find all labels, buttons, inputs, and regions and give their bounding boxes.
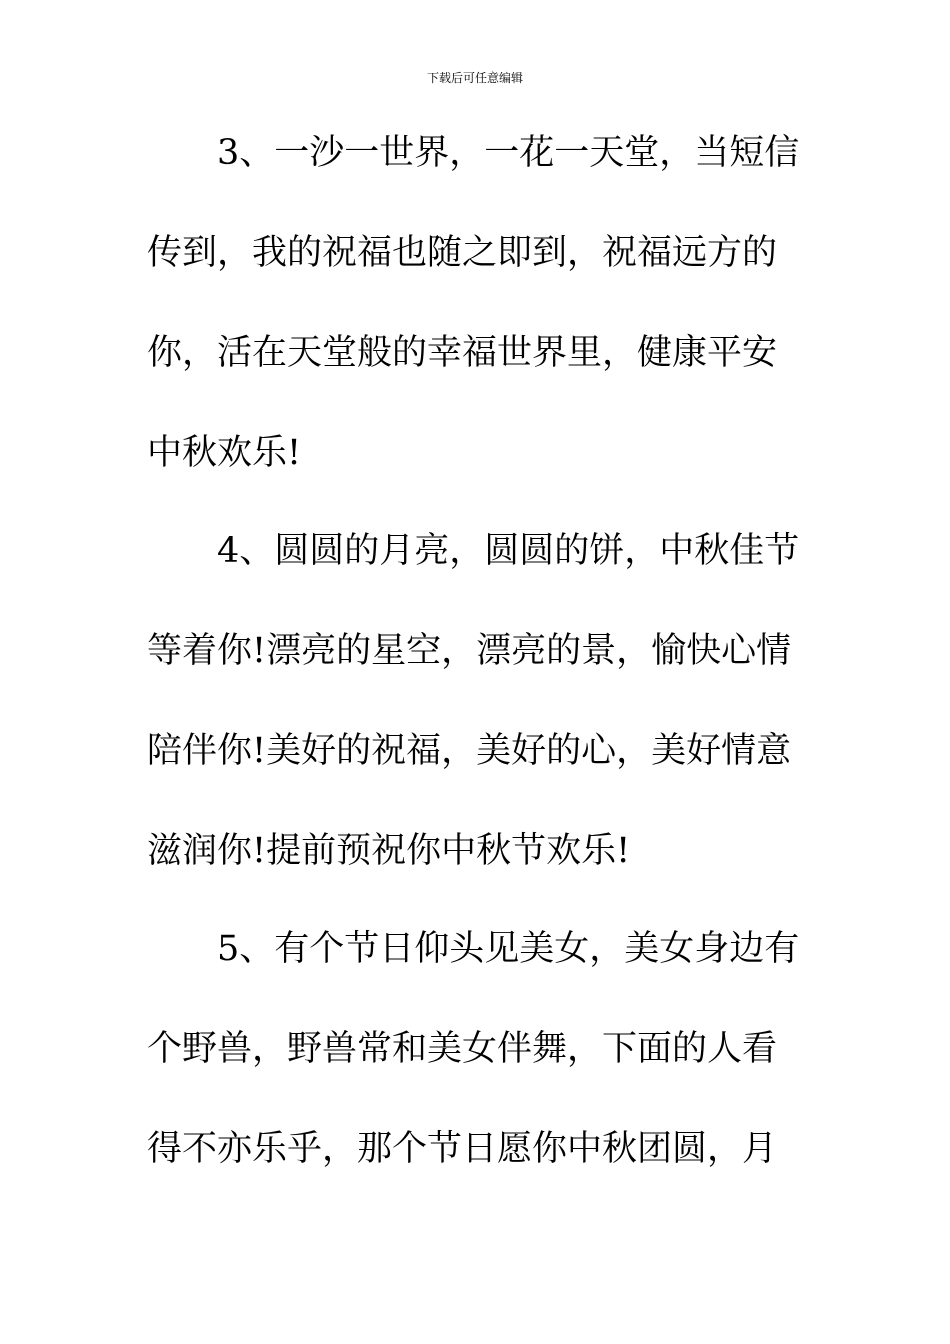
text-line: 陪伴你!美好的祝福，美好的心，美好情意: [147, 731, 792, 771]
text-line: 个野兽，野兽常和美女伴舞，下面的人看: [147, 1029, 778, 1069]
text-line: 滋润你!提前预祝你中秋节欢乐!: [147, 831, 631, 871]
text-line: 3、一沙一世界，一花一天堂，当短信: [147, 133, 800, 173]
text-line: 你，活在天堂般的幸福世界里，健康平安: [147, 333, 778, 373]
text-line: 传到，我的祝福也随之即到，祝福远方的: [147, 233, 778, 273]
text-line: 等着你!漂亮的星空，漂亮的景，愉快心情: [147, 631, 792, 671]
text-line: 中秋欢乐!: [147, 433, 302, 473]
text-line: 5、有个节日仰头见美女，美女身边有: [147, 929, 800, 969]
page-header: 下载后可任意编辑: [426, 71, 523, 85]
text-line: 得不亦乐乎，那个节日愿你中秋团圆，月: [147, 1129, 778, 1169]
text-line: 4、圆圆的月亮，圆圆的饼，中秋佳节: [147, 531, 800, 571]
